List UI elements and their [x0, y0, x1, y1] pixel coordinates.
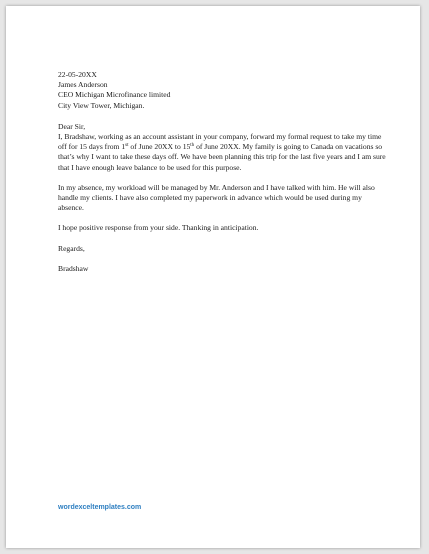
paragraph-request [58, 132, 388, 173]
salutation: Dear Sir, [58, 121, 86, 131]
paragraph-request-text-1: I, Bradshaw, working as an account assistant in your company, forward my formal request to take my time off for 15 days from 1 [58, 132, 382, 152]
recipient-name: James Anderson [58, 80, 108, 90]
ordinal-suffix-th: th [190, 143, 195, 149]
signature-name: Bradshaw [58, 263, 89, 273]
paragraph-closing-note: I hope positive response from your side. Thanking in anticipation. [58, 223, 259, 233]
letter-body [58, 70, 388, 274]
recipient-title: CEO Michigan Microfinance limited [58, 90, 171, 100]
footer-website-link[interactable]: wordexceltemplates.com [58, 504, 142, 511]
paragraph-absence: In my absence, my workload will be managed by Mr. Anderson and I have talked with him. He will also handle my clients. I have also completed my paperwork in advance which would be used during my absence. [58, 182, 375, 213]
recipient-address-block [58, 80, 388, 111]
letter-date: 22-05-20XX [58, 70, 97, 79]
paragraph-request-text-3: of June 20XX. My family is going to Canada on vacations so that’s why I want to take these days off. We have been planning this trip for the last five years and I am sure that I have enough leave balance to be used for this purpose. [58, 142, 386, 172]
paragraph-request-text-2: of June 20XX to 15 [128, 142, 191, 152]
recipient-address: City View Tower, Michigan. [58, 100, 145, 110]
closing-regards: Regards, [58, 243, 85, 253]
document-page [6, 6, 420, 548]
ordinal-suffix-st: st [125, 143, 129, 149]
